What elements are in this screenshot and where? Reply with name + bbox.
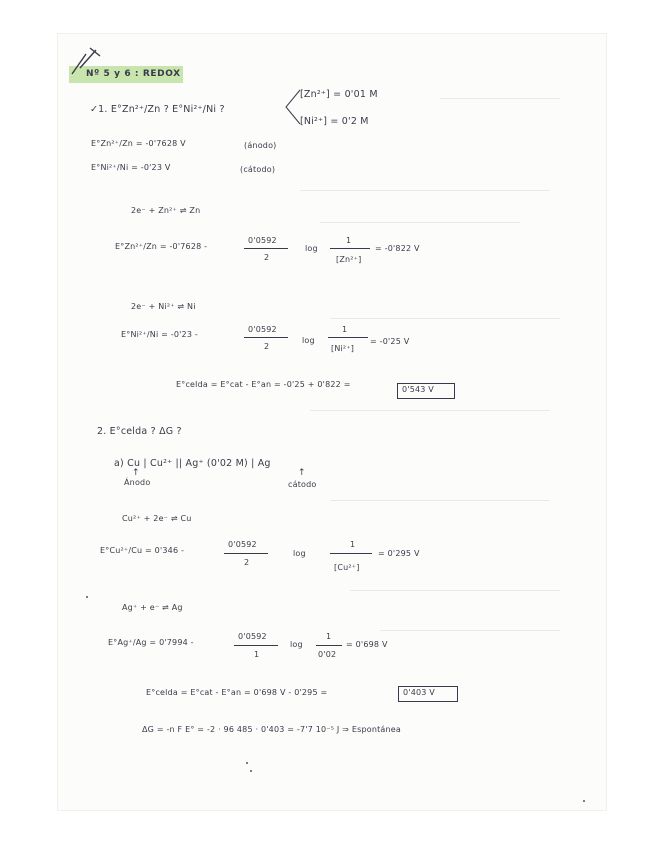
fraction-bar xyxy=(328,337,368,338)
q2-nernst-ag-frac-num: 1 xyxy=(326,632,332,641)
q2-cell-notation: a) Cu | Cu²⁺ || Ag⁺ (0'02 M) | Ag xyxy=(114,458,271,469)
q2-nernst-cu-den: 2 xyxy=(244,558,250,567)
fraction-bar xyxy=(234,645,278,646)
notebook-page xyxy=(58,34,606,810)
q1-nernst-ni-num: 0'0592 xyxy=(248,325,277,334)
q2-nernst-cu-frac-num: 1 xyxy=(350,540,356,549)
q2-cell-eq: E°celda = E°cat - E°an = 0'698 V - 0'295 = xyxy=(146,688,328,697)
fraction-bar xyxy=(316,645,342,646)
q2-nernst-ag-res: = 0'698 V xyxy=(346,640,388,649)
q2-nernst-ag-den: 1 xyxy=(254,650,260,659)
q1-nernst-ni-frac-num: 1 xyxy=(342,325,348,334)
q1-nernst-zn-log: log xyxy=(305,244,318,253)
q1-std-ni: E°Ni²⁺/Ni = -0'23 V xyxy=(91,163,171,172)
q2-nernst-ag-log: log xyxy=(290,640,303,649)
up-arrow-icon: ↑ xyxy=(298,468,306,478)
q1-conc-zn: [Zn²⁺] = 0'01 M xyxy=(300,89,378,100)
q1-cell-eq: E°celda = E°cat - E°an = -0'25 + 0'822 = xyxy=(176,380,351,389)
q1-nernst-zn-res: = -0'822 V xyxy=(375,244,420,253)
q1-prompt: ✓1. E°Zn²⁺/Zn ? E°Ni²⁺/Ni ? xyxy=(90,104,225,115)
up-arrow-icon: ↑ xyxy=(132,468,140,478)
q1-conc-ni: [Ni²⁺] = 0'2 M xyxy=(300,116,369,127)
q1-cell-result: 0'543 V xyxy=(402,385,434,394)
q2-half-cu: Cu²⁺ + 2e⁻ ⇌ Cu xyxy=(122,514,192,523)
q2-nernst-cu-lhs: E°Cu²⁺/Cu = 0'346 - xyxy=(100,546,185,555)
q1-nernst-zn-frac-num: 1 xyxy=(346,236,352,245)
q2-nernst-cu-frac-den: [Cu²⁺] xyxy=(334,563,360,572)
stray-mark xyxy=(246,762,248,764)
q2-nernst-cu-num: 0'0592 xyxy=(228,540,257,549)
q1-std-zn: E°Zn²⁺/Zn = -0'7628 V xyxy=(91,139,186,148)
q1-nernst-ni-den: 2 xyxy=(264,342,270,351)
q2-gibbs-energy: ΔG = -n F E° = -2 · 96 485 · 0'403 = -7'7 10⁻⁵ J ⇒ Espontánea xyxy=(142,725,402,734)
q2-nernst-cu-res: = 0'295 V xyxy=(378,549,420,558)
fraction-bar xyxy=(330,248,370,249)
fraction-bar xyxy=(244,337,288,338)
q2-nernst-cu-log: log xyxy=(293,549,306,558)
page-title: Nº 5 y 6 : REDOX xyxy=(86,69,181,79)
q2-half-ag: Ag⁺ + e⁻ ⇌ Ag xyxy=(122,603,183,612)
q2-cell-result: 0'403 V xyxy=(403,688,435,697)
anode-label: Ánodo xyxy=(124,478,151,487)
stray-mark xyxy=(86,596,88,598)
q1-nernst-ni-lhs: E°Ni²⁺/Ni = -0'23 - xyxy=(121,330,198,339)
q2-prompt: 2. E°celda ? ΔG ? xyxy=(97,426,182,437)
q1-nernst-zn-den: 2 xyxy=(264,253,270,262)
cathode-label: cátodo xyxy=(288,480,317,489)
fraction-bar xyxy=(244,248,288,249)
q1-nernst-zn-num: 0'0592 xyxy=(248,236,277,245)
q1-nernst-ni-log: log xyxy=(302,336,315,345)
q2-nernst-ag-lhs: E°Ag⁺/Ag = 0'7994 - xyxy=(108,638,194,647)
q1-half-zn: 2e⁻ + Zn²⁺ ⇌ Zn xyxy=(131,206,201,215)
q1-std-ni-note: (cátodo) xyxy=(240,165,276,174)
q1-nernst-ni-frac-den: [Ni²⁺] xyxy=(331,344,355,353)
q1-half-ni: 2e⁻ + Ni²⁺ ⇌ Ni xyxy=(131,302,196,311)
stray-mark xyxy=(583,800,585,802)
q1-nernst-zn-lhs: E°Zn²⁺/Zn = -0'7628 - xyxy=(115,242,208,251)
brace-icon xyxy=(282,88,302,126)
fraction-bar xyxy=(330,553,372,554)
q2-nernst-ag-frac-den: 0'02 xyxy=(318,650,337,659)
q2-nernst-ag-num: 0'0592 xyxy=(238,632,267,641)
stray-mark xyxy=(250,770,252,772)
q1-nernst-ni-res: = -0'25 V xyxy=(370,337,410,346)
q1-std-zn-note: (ánodo) xyxy=(244,141,277,150)
q1-nernst-zn-frac-den: [Zn²⁺] xyxy=(336,255,362,264)
fraction-bar xyxy=(224,553,268,554)
